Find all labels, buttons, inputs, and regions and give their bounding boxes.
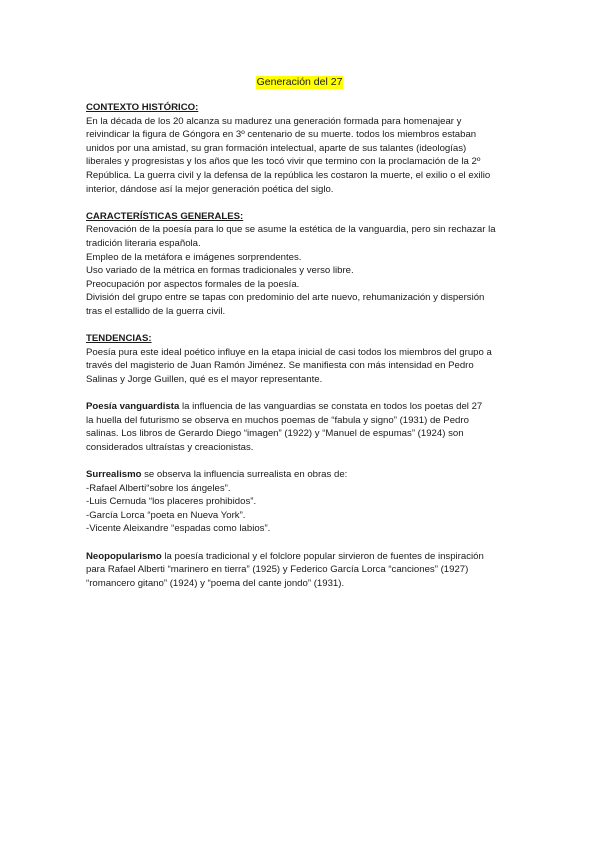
title-container <box>0 72 599 90</box>
section-heading-caracteristicas: CARACTERÍSTICAS GENERALES: <box>86 210 244 222</box>
spacer <box>86 454 526 468</box>
paragraph-line: República. La guerra civil y la defensa de la república les costaron la muerte, el exilio o el exilio <box>86 169 491 181</box>
term-surrealismo: Surrealismo <box>86 469 142 481</box>
paragraph-line: tras el estallido de la guerra civil. <box>86 305 226 317</box>
list-item: -Vicente Aleixandre “espadas como labios”. <box>86 523 271 535</box>
paragraph-line <box>86 400 526 414</box>
list-item: -Rafael Alberti“sobre los ángeles”. <box>86 482 231 494</box>
paragraph-line: Empleo de la metáfora e imágenes sorprendentes. <box>86 251 302 263</box>
paragraph-line: tradición literaria española. <box>86 237 201 249</box>
paragraph-line <box>86 550 526 564</box>
term-neopopularismo: Neopopularismo <box>86 550 162 562</box>
spacer <box>86 536 526 550</box>
paragraph-text: se observa la influencia surrealista en obras de: <box>141 469 348 481</box>
section-vanguardista <box>86 400 526 454</box>
section-contexto <box>86 101 526 196</box>
spacer <box>86 319 526 333</box>
section-tendencias <box>86 332 526 386</box>
paragraph-text: la influencia de las vanguardias se constata en todos los poetas del 27 <box>179 401 483 413</box>
paragraph-line: Uso variado de la métrica en formas tradicionales y verso libre. <box>86 265 354 277</box>
section-heading-tendencias: TENDENCIAS: <box>86 333 152 345</box>
list-item: -García Lorca “poeta en Nueva York”. <box>86 509 246 521</box>
paragraph-line: Preocupación por aspectos formales de la poesía. <box>86 278 300 290</box>
section-surrealismo <box>86 468 526 536</box>
paragraph-line: Poesía pura este ideal poético influye en la etapa inicial de casi todos los miembros del grupo a <box>86 346 492 358</box>
paragraph-line: “romancero gitano” (1924) y “poema del cante jondo” (1931). <box>86 577 345 589</box>
paragraph-text: la poesía tradicional y el folclore popular sirvieron de fuentes de inspiración <box>161 550 484 562</box>
document-title: Generación del 27 <box>256 76 343 88</box>
list-item: -Luis Cernuda “los placeres prohibidos”. <box>86 496 257 508</box>
paragraph-line: salinas. Los libros de Gerardo Diego “imagen” (1922) y “Manuel de espumas” (1924) son <box>86 428 464 440</box>
paragraph-line: la huella del futurismo se observa en muchos poemas de “fabula y signo” (1931) de Pedro <box>86 414 469 426</box>
paragraph-line: considerados ultraístas y creacionistas. <box>86 441 254 453</box>
term-vanguardista: Poesía vanguardista <box>86 401 180 413</box>
paragraph-line: División del grupo entre se tapas con predominio del arte nuevo, rehumanización y dispersión <box>86 292 485 304</box>
section-caracteristicas <box>86 210 526 319</box>
paragraph-line: unidos por una amistad, su gran formación intelectual, aparte de sus talantes (ideologías) <box>86 142 467 154</box>
spacer <box>86 196 526 210</box>
paragraph-line: Salinas y Jorge Guillen, qué es el mayor representante. <box>86 373 323 385</box>
paragraph-line <box>86 468 526 482</box>
paragraph-line: través del magisterio de Juan Ramón Jiménez. Se manifiesta con más intensidad en Pedro <box>86 360 474 372</box>
paragraph-line: interior, dándose así la mejor generación poética del siglo. <box>86 183 334 195</box>
spacer <box>86 386 526 400</box>
section-neopopularismo <box>86 550 526 591</box>
paragraph-line: para Rafael Alberti “marinero en tierra” (1925) y Federico García Lorca “canciones” (1927) <box>86 564 469 576</box>
paragraph-line: liberales y progresistas y los años que les tocó vivir que termino con la proclamación de la 2º <box>86 156 481 168</box>
document-body <box>86 101 526 590</box>
paragraph-line: Renovación de la poesía para lo que se asume la estética de la vanguardia, pero sin rechazar la <box>86 224 496 236</box>
paragraph-line: En la década de los 20 alcanza su madurez una generación formada para homenajear y <box>86 115 462 127</box>
section-heading-contexto: CONTEXTO HISTÓRICO: <box>86 102 199 113</box>
paragraph-line: reivindicar la figura de Góngora en 3º centenario de su muerte. todos los miembros estaban <box>86 129 477 141</box>
